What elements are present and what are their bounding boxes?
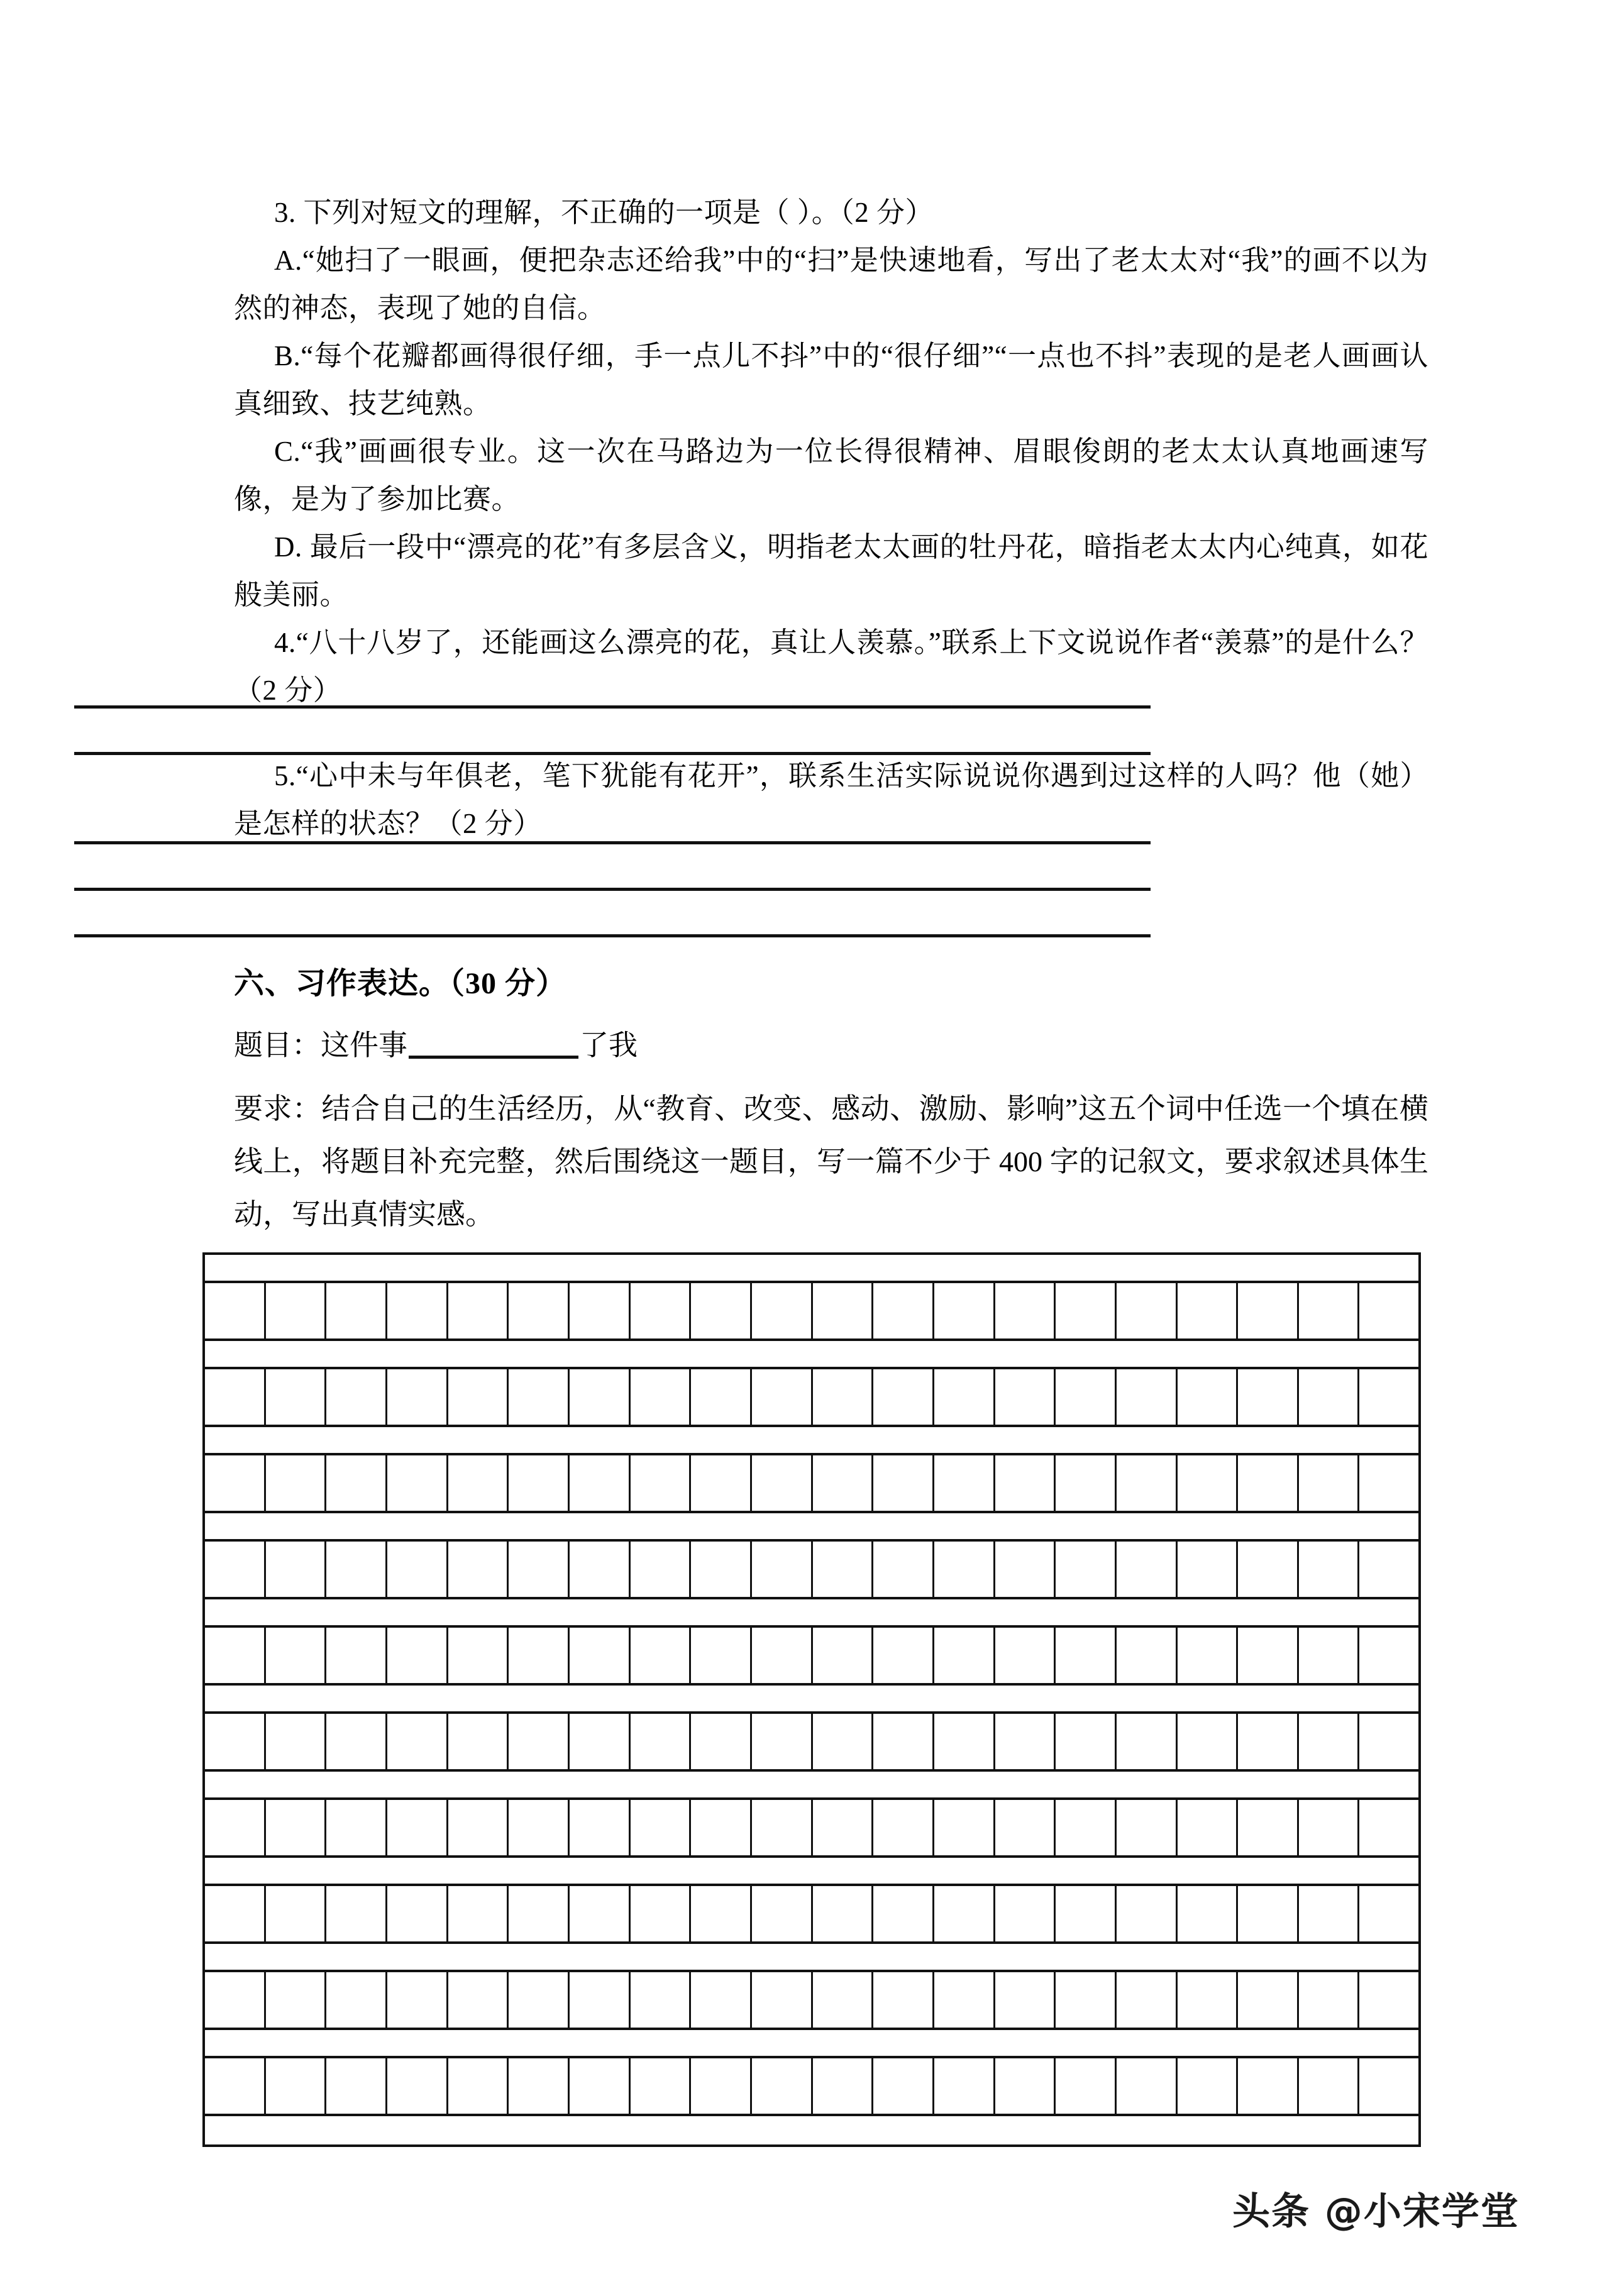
grid-cell[interactable] bbox=[873, 2058, 934, 2114]
grid-cell[interactable] bbox=[1359, 1283, 1418, 1338]
option-d-text: D. 最后一段中“漂亮的花”有多层含义，明指老太太画的牡丹花，暗指老太太内心纯真，如花般美丽。 bbox=[234, 531, 1428, 610]
grid-cell[interactable] bbox=[813, 1283, 874, 1338]
grid-cell[interactable] bbox=[691, 2058, 752, 2114]
grid-cell[interactable] bbox=[631, 1283, 692, 1338]
grid-cell[interactable] bbox=[1178, 1455, 1239, 1511]
grid-cell[interactable] bbox=[1299, 1628, 1360, 1683]
grid-cell[interactable] bbox=[1117, 1542, 1178, 1597]
grid-cell[interactable] bbox=[752, 2058, 813, 2114]
grid-row bbox=[205, 2058, 1418, 2116]
question-3 bbox=[234, 189, 1428, 236]
grid-cell[interactable] bbox=[995, 1283, 1056, 1338]
grid-spacer-row bbox=[205, 1686, 1418, 1714]
section-heading-composition: 六、习作表达。（30 分） bbox=[234, 967, 567, 1000]
grid-row bbox=[205, 1714, 1418, 1772]
grid-cell[interactable] bbox=[934, 1714, 995, 1769]
grid-cell[interactable] bbox=[509, 2058, 570, 2114]
grid-cell[interactable] bbox=[509, 1455, 570, 1511]
grid-cell[interactable] bbox=[873, 1972, 934, 2028]
grid-cell[interactable] bbox=[387, 1972, 448, 2028]
grid-cell[interactable] bbox=[205, 1542, 266, 1597]
grid-cell[interactable] bbox=[691, 1369, 752, 1425]
grid-cell[interactable] bbox=[509, 1714, 570, 1769]
grid-cell[interactable] bbox=[1117, 1369, 1178, 1425]
grid-cell[interactable] bbox=[752, 1283, 813, 1338]
grid-cell[interactable] bbox=[570, 1283, 631, 1338]
grid-cell[interactable] bbox=[752, 1886, 813, 1941]
grid-cell[interactable] bbox=[1238, 1714, 1299, 1769]
grid-cell[interactable] bbox=[1359, 1628, 1418, 1683]
grid-cell[interactable] bbox=[326, 1283, 387, 1338]
question-4-text: 4.“八十八岁了，还能画这么漂亮的花，真让人羡慕。”联系上下文说说作者“羡慕”的是什么？（2 分） bbox=[234, 627, 1428, 706]
grid-cell[interactable] bbox=[813, 1628, 874, 1683]
grid-cell[interactable] bbox=[1178, 1542, 1239, 1597]
grid-cell[interactable] bbox=[266, 1886, 327, 1941]
grid-cell[interactable] bbox=[995, 1800, 1056, 1855]
grid-cell[interactable] bbox=[205, 1283, 266, 1338]
grid-cell[interactable] bbox=[570, 1369, 631, 1425]
grid-cell[interactable] bbox=[691, 1714, 752, 1769]
grid-cell[interactable] bbox=[934, 1455, 995, 1511]
grid-cell[interactable] bbox=[448, 1628, 509, 1683]
answer-line-q4-2[interactable] bbox=[74, 752, 1151, 755]
grid-cell[interactable] bbox=[813, 1369, 874, 1425]
grid-cell[interactable] bbox=[631, 2058, 692, 2114]
grid-cell[interactable] bbox=[1117, 1283, 1178, 1338]
grid-cell[interactable] bbox=[934, 2058, 995, 2114]
grid-row bbox=[205, 1369, 1418, 1427]
grid-cell[interactable] bbox=[1056, 1283, 1117, 1338]
grid-spacer-row bbox=[205, 1513, 1418, 1542]
grid-cell[interactable] bbox=[326, 1542, 387, 1597]
grid-cell[interactable] bbox=[1056, 1542, 1117, 1597]
question-3-option-c bbox=[234, 428, 1428, 523]
grid-cell[interactable] bbox=[1178, 1714, 1239, 1769]
grid-cell[interactable] bbox=[691, 1455, 752, 1511]
grid-cell[interactable] bbox=[448, 1369, 509, 1425]
grid-cell[interactable] bbox=[326, 1455, 387, 1511]
grid-cell[interactable] bbox=[205, 1455, 266, 1511]
grid-cell[interactable] bbox=[1056, 1886, 1117, 1941]
answer-line-q4-1[interactable] bbox=[74, 705, 1151, 709]
grid-cell[interactable] bbox=[509, 1972, 570, 2028]
grid-cell[interactable] bbox=[995, 1455, 1056, 1511]
grid-cell[interactable] bbox=[1359, 1800, 1418, 1855]
grid-cell[interactable] bbox=[266, 1800, 327, 1855]
grid-cell[interactable] bbox=[1238, 1283, 1299, 1338]
grid-cell[interactable] bbox=[752, 1455, 813, 1511]
grid-cell[interactable] bbox=[995, 1369, 1056, 1425]
grid-cell[interactable] bbox=[266, 1369, 327, 1425]
grid-cell[interactable] bbox=[995, 1886, 1056, 1941]
grid-cell[interactable] bbox=[934, 1886, 995, 1941]
grid-cell[interactable] bbox=[509, 1369, 570, 1425]
grid-cell[interactable] bbox=[813, 1455, 874, 1511]
grid-cell[interactable] bbox=[1359, 1542, 1418, 1597]
grid-cell[interactable] bbox=[873, 1455, 934, 1511]
grid-cell[interactable] bbox=[1178, 2058, 1239, 2114]
grid-spacer-row bbox=[205, 1255, 1418, 1283]
grid-cell[interactable] bbox=[1238, 2058, 1299, 2114]
grid-cell[interactable] bbox=[873, 1542, 934, 1597]
question-3-option-a bbox=[234, 236, 1428, 332]
grid-cell[interactable] bbox=[1117, 2058, 1178, 2114]
grid-cell[interactable] bbox=[205, 1628, 266, 1683]
grid-cell[interactable] bbox=[813, 1800, 874, 1855]
grid-spacer-row bbox=[205, 1427, 1418, 1455]
grid-cell[interactable] bbox=[631, 1800, 692, 1855]
option-b-text: B.“每个花瓣都画得很仔细，手一点儿不抖”中的“很仔细”“一点也不抖”表现的是老人画画认真细致、技艺纯熟。 bbox=[234, 340, 1428, 419]
grid-cell[interactable] bbox=[448, 2058, 509, 2114]
grid-cell[interactable] bbox=[873, 1800, 934, 1855]
grid-cell[interactable] bbox=[1299, 1283, 1360, 1338]
grid-cell[interactable] bbox=[1056, 1628, 1117, 1683]
grid-spacer-row bbox=[205, 1944, 1418, 1972]
grid-cell[interactable] bbox=[691, 1542, 752, 1597]
grid-spacer-row bbox=[205, 1772, 1418, 1800]
grid-cell[interactable] bbox=[691, 1886, 752, 1941]
grid-spacer-row bbox=[205, 1858, 1418, 1886]
grid-cell[interactable] bbox=[448, 1542, 509, 1597]
grid-cell[interactable] bbox=[1359, 1886, 1418, 1941]
grid-cell[interactable] bbox=[1056, 1455, 1117, 1511]
composition-topic-prefix: 题目：这件事 bbox=[234, 1029, 407, 1061]
grid-row bbox=[205, 1972, 1418, 2030]
grid-cell[interactable] bbox=[1056, 1369, 1117, 1425]
grid-cell[interactable] bbox=[509, 1800, 570, 1855]
grid-cell[interactable] bbox=[934, 1972, 995, 2028]
grid-cell[interactable] bbox=[1178, 1283, 1239, 1338]
grid-cell[interactable] bbox=[448, 1800, 509, 1855]
grid-row bbox=[205, 1455, 1418, 1513]
grid-cell[interactable] bbox=[631, 1628, 692, 1683]
grid-cell[interactable] bbox=[752, 1369, 813, 1425]
grid-cell[interactable] bbox=[266, 2058, 327, 2114]
grid-row bbox=[205, 1800, 1418, 1858]
grid-cell[interactable] bbox=[205, 2058, 266, 2114]
grid-cell[interactable] bbox=[1238, 1369, 1299, 1425]
grid-cell[interactable] bbox=[266, 1455, 327, 1511]
grid-cell[interactable] bbox=[1178, 1369, 1239, 1425]
grid-cell[interactable] bbox=[570, 1886, 631, 1941]
grid-row bbox=[205, 1628, 1418, 1686]
grid-cell[interactable] bbox=[1299, 1542, 1360, 1597]
grid-cell[interactable] bbox=[1359, 1455, 1418, 1511]
grid-cell[interactable] bbox=[266, 1628, 327, 1683]
grid-cell[interactable] bbox=[266, 1542, 327, 1597]
grid-cell[interactable] bbox=[934, 1628, 995, 1683]
grid-cell[interactable] bbox=[1117, 1972, 1178, 2028]
grid-cell[interactable] bbox=[1299, 1800, 1360, 1855]
grid-cell[interactable] bbox=[1178, 1628, 1239, 1683]
grid-cell[interactable] bbox=[631, 1972, 692, 2028]
grid-cell[interactable] bbox=[752, 1714, 813, 1769]
grid-cell[interactable] bbox=[448, 1972, 509, 2028]
grid-cell[interactable] bbox=[1359, 1369, 1418, 1425]
grid-cell[interactable] bbox=[995, 1628, 1056, 1683]
grid-cell[interactable] bbox=[995, 1542, 1056, 1597]
grid-cell[interactable] bbox=[387, 2058, 448, 2114]
grid-cell[interactable] bbox=[570, 1542, 631, 1597]
grid-cell[interactable] bbox=[873, 1714, 934, 1769]
grid-cell[interactable] bbox=[813, 1542, 874, 1597]
grid-cell[interactable] bbox=[873, 1628, 934, 1683]
grid-cell[interactable] bbox=[387, 1886, 448, 1941]
grid-cell[interactable] bbox=[1299, 1714, 1360, 1769]
grid-cell[interactable] bbox=[387, 1283, 448, 1338]
grid-cell[interactable] bbox=[1238, 1542, 1299, 1597]
grid-cell[interactable] bbox=[570, 1972, 631, 2028]
grid-cell[interactable] bbox=[813, 2058, 874, 2114]
grid-cell[interactable] bbox=[448, 1886, 509, 1941]
grid-cell[interactable] bbox=[934, 1542, 995, 1597]
watermark: 头条 @小宋学堂 bbox=[1232, 2190, 1520, 2234]
grid-row bbox=[205, 1886, 1418, 1944]
grid-cell[interactable] bbox=[570, 1628, 631, 1683]
grid-cell[interactable] bbox=[509, 1542, 570, 1597]
grid-cell[interactable] bbox=[387, 1455, 448, 1511]
grid-cell[interactable] bbox=[934, 1283, 995, 1338]
grid-cell[interactable] bbox=[1359, 2058, 1418, 2114]
question-5-text: 5.“心中未与年俱老，笔下犹能有花开”，联系生活实际说说你遇到过这样的人吗？他（她）是怎样的状态？（2 分） bbox=[234, 760, 1428, 839]
grid-cell[interactable] bbox=[205, 1886, 266, 1941]
grid-cell[interactable] bbox=[1359, 1714, 1418, 1769]
grid-cell[interactable] bbox=[995, 2058, 1056, 2114]
grid-cell[interactable] bbox=[205, 1369, 266, 1425]
grid-cell[interactable] bbox=[1299, 1369, 1360, 1425]
grid-cell[interactable] bbox=[631, 1542, 692, 1597]
grid-cell[interactable] bbox=[813, 1886, 874, 1941]
question-4 bbox=[234, 619, 1428, 714]
grid-spacer-row bbox=[205, 2116, 1418, 2144]
grid-cell[interactable] bbox=[752, 1972, 813, 2028]
grid-cell[interactable] bbox=[326, 1628, 387, 1683]
grid-cell[interactable] bbox=[1299, 1886, 1360, 1941]
grid-cell[interactable] bbox=[1056, 2058, 1117, 2114]
grid-cell[interactable] bbox=[631, 1886, 692, 1941]
grid-cell[interactable] bbox=[387, 1542, 448, 1597]
grid-cell[interactable] bbox=[873, 1886, 934, 1941]
grid-spacer-row bbox=[205, 1599, 1418, 1628]
grid-cell[interactable] bbox=[934, 1800, 995, 1855]
composition-requirement: 要求：结合自己的生活经历，从“教育、改变、感动、激励、影响”这五个词中任选一个填在横线上，将题目补充完整，然后围绕这一题目，写一篇不少于 400 字的记叙文，要求叙述具体生动，写出真情实感。 bbox=[234, 1093, 1428, 1230]
grid-cell[interactable] bbox=[995, 1714, 1056, 1769]
composition-topic-blank[interactable] bbox=[409, 1056, 578, 1059]
grid-cell[interactable] bbox=[509, 1628, 570, 1683]
grid-cell[interactable] bbox=[205, 1800, 266, 1855]
grid-cell[interactable] bbox=[326, 1369, 387, 1425]
grid-cell[interactable] bbox=[448, 1455, 509, 1511]
grid-row bbox=[205, 1283, 1418, 1341]
grid-cell[interactable] bbox=[1178, 1972, 1239, 2028]
question-3-option-b bbox=[234, 332, 1428, 428]
grid-cell[interactable] bbox=[1238, 1455, 1299, 1511]
grid-cell[interactable] bbox=[1117, 1714, 1178, 1769]
grid-cell[interactable] bbox=[387, 1369, 448, 1425]
grid-cell[interactable] bbox=[1117, 1886, 1178, 1941]
grid-cell[interactable] bbox=[448, 1283, 509, 1338]
grid-cell[interactable] bbox=[509, 1886, 570, 1941]
grid-cell[interactable] bbox=[631, 1455, 692, 1511]
grid-cell[interactable] bbox=[631, 1369, 692, 1425]
grid-cell[interactable] bbox=[326, 1886, 387, 1941]
answer-line-q5-2[interactable] bbox=[74, 888, 1151, 891]
answer-line-q5-1[interactable] bbox=[74, 841, 1151, 844]
grid-cell[interactable] bbox=[570, 1455, 631, 1511]
grid-cell[interactable] bbox=[570, 1800, 631, 1855]
composition-topic bbox=[234, 1024, 638, 1068]
grid-cell[interactable] bbox=[752, 1542, 813, 1597]
grid-cell[interactable] bbox=[387, 1628, 448, 1683]
grid-cell[interactable] bbox=[1056, 1800, 1117, 1855]
grid-cell[interactable] bbox=[570, 1714, 631, 1769]
grid-cell[interactable] bbox=[1238, 1972, 1299, 2028]
option-a-text: A.“她扫了一眼画，便把杂志还给我”中的“扫”是快速地看，写出了老太太对“我”的画不以为然的神态，表现了她的自信。 bbox=[234, 245, 1428, 324]
grid-cell[interactable] bbox=[326, 1714, 387, 1769]
grid-cell[interactable] bbox=[266, 1283, 327, 1338]
grid-cell[interactable] bbox=[691, 1283, 752, 1338]
grid-cell[interactable] bbox=[205, 1972, 266, 2028]
grid-cell[interactable] bbox=[1117, 1628, 1178, 1683]
grid-spacer-row bbox=[205, 2030, 1418, 2058]
grid-cell[interactable] bbox=[266, 1972, 327, 2028]
grid-cell[interactable] bbox=[1299, 1972, 1360, 2028]
grid-cell[interactable] bbox=[570, 2058, 631, 2114]
grid-cell[interactable] bbox=[387, 1800, 448, 1855]
grid-cell[interactable] bbox=[1238, 1628, 1299, 1683]
grid-cell[interactable] bbox=[1359, 1972, 1418, 2028]
grid-cell[interactable] bbox=[934, 1369, 995, 1425]
grid-cell[interactable] bbox=[326, 2058, 387, 2114]
grid-cell[interactable] bbox=[752, 1628, 813, 1683]
grid-spacer-row bbox=[205, 1341, 1418, 1369]
grid-cell[interactable] bbox=[995, 1972, 1056, 2028]
grid-cell[interactable] bbox=[1117, 1455, 1178, 1511]
grid-cell[interactable] bbox=[387, 1714, 448, 1769]
grid-cell[interactable] bbox=[205, 1714, 266, 1769]
grid-cell[interactable] bbox=[691, 1628, 752, 1683]
grid-cell[interactable] bbox=[873, 1283, 934, 1338]
grid-cell[interactable] bbox=[1238, 1800, 1299, 1855]
grid-cell[interactable] bbox=[326, 1972, 387, 2028]
grid-cell[interactable] bbox=[752, 1800, 813, 1855]
grid-cell[interactable] bbox=[1178, 1800, 1239, 1855]
grid-cell[interactable] bbox=[691, 1972, 752, 2028]
grid-cell[interactable] bbox=[1299, 2058, 1360, 2114]
question-5 bbox=[234, 752, 1428, 847]
grid-cell[interactable] bbox=[1056, 1972, 1117, 2028]
grid-cell[interactable] bbox=[1299, 1455, 1360, 1511]
grid-row bbox=[205, 1542, 1418, 1599]
grid-cell[interactable] bbox=[1238, 1886, 1299, 1941]
grid-cell[interactable] bbox=[813, 1972, 874, 2028]
grid-cell[interactable] bbox=[509, 1283, 570, 1338]
composition-topic-suffix: 了我 bbox=[580, 1029, 638, 1061]
grid-cell[interactable] bbox=[326, 1800, 387, 1855]
composition-writing-grid[interactable] bbox=[202, 1252, 1421, 2147]
question-3-option-d bbox=[234, 523, 1428, 619]
grid-cell[interactable] bbox=[448, 1714, 509, 1769]
grid-cell[interactable] bbox=[1178, 1886, 1239, 1941]
grid-cell[interactable] bbox=[813, 1714, 874, 1769]
grid-cell[interactable] bbox=[266, 1714, 327, 1769]
grid-cell[interactable] bbox=[631, 1714, 692, 1769]
option-c-text: C.“我”画画很专业。这一次在马路边为一位长得很精神、眉眼俊朗的老太太认真地画速写像，是为了参加比赛。 bbox=[234, 436, 1428, 515]
question-3-text: 3. 下列对短文的理解，不正确的一项是（ ）。（2 分） bbox=[274, 197, 934, 228]
grid-cell[interactable] bbox=[691, 1800, 752, 1855]
answer-line-q5-3[interactable] bbox=[74, 934, 1151, 937]
grid-cell[interactable] bbox=[1117, 1800, 1178, 1855]
grid-cell[interactable] bbox=[1056, 1714, 1117, 1769]
grid-cell[interactable] bbox=[873, 1369, 934, 1425]
